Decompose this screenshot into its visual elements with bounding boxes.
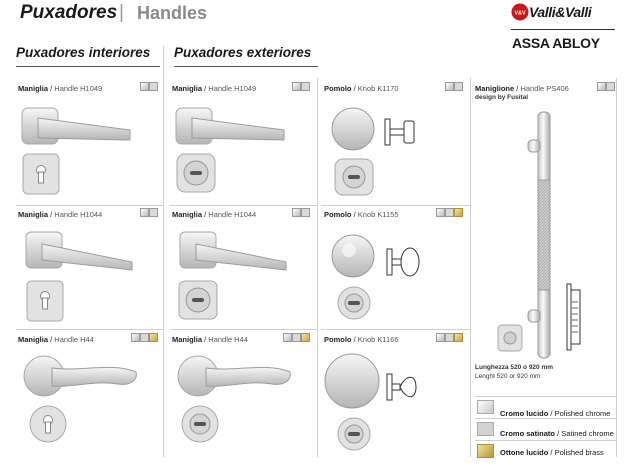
cylinder-escutcheon-icon: [334, 158, 374, 196]
product-caption: Pomolo / Knob K1170: [324, 84, 399, 93]
product-caption: Maniglia / Handle H44: [18, 335, 94, 344]
section-title-interior: Puxadores interiores: [16, 45, 151, 60]
product-caption: Maniglia / Handle H1049: [172, 84, 257, 93]
round-knob-icon: [324, 350, 380, 412]
knob-side-profile-icon: [384, 118, 416, 146]
row-divider: [170, 205, 318, 206]
finish-swatch-satin: [606, 82, 615, 91]
knob-side-profile-icon: [386, 246, 420, 278]
row-divider: [475, 396, 616, 397]
finish-swatch-chrome: [436, 208, 445, 217]
page-subtitle: Handles: [137, 3, 208, 23]
finish-swatch-satin: [292, 333, 301, 342]
finish-swatch-satin: [454, 82, 463, 91]
finish-swatch-satin: [301, 82, 310, 91]
section-underline-exterior: [174, 66, 318, 67]
finish-swatch-satin: [477, 422, 494, 436]
finish-swatch-satin: [301, 208, 310, 217]
finish-swatch-brass: [454, 333, 463, 342]
product-caption: Maniglia / Handle H44: [172, 335, 248, 344]
finish-legend-satin: Cromo satinato / Satined chrome: [500, 429, 614, 438]
row-divider: [16, 205, 164, 206]
column-divider: [163, 46, 164, 457]
finish-swatch-chrome: [283, 333, 292, 342]
page-title: Puxadores: [20, 2, 118, 23]
logo-mark-text: V&V: [514, 10, 526, 17]
product-caption: Pomolo / Knob K1155: [324, 210, 399, 219]
product-caption: Maniglia / Handle H1049: [18, 84, 103, 93]
finish-swatch-chrome: [292, 208, 301, 217]
curved-lever-handle-icon: [176, 352, 294, 400]
brand-logo-text: Valli&Valli: [529, 4, 592, 20]
product-caption: Maniglia / Handle H1044: [172, 210, 257, 219]
finish-swatch-satin: [149, 208, 158, 217]
mushroom-knob-icon: [330, 232, 376, 280]
pull-bar-handle-icon: [526, 110, 562, 360]
product-caption: Pomolo / Knob K1166: [324, 335, 399, 344]
finish-swatch-brass: [301, 333, 310, 342]
finish-swatch-brass: [149, 333, 158, 342]
row-divider: [475, 418, 616, 419]
keyhole-escutcheon-icon: [26, 280, 64, 322]
curved-lever-handle-icon: [22, 352, 140, 400]
column-divider: [317, 78, 318, 457]
keyhole-escutcheon-icon: [28, 404, 68, 444]
finish-swatch-chrome: [477, 400, 494, 414]
designer-credit: design by Fusital: [475, 94, 529, 101]
finish-swatch-chrome: [140, 208, 149, 217]
knob-side-profile-icon: [386, 372, 418, 402]
row-divider: [321, 205, 471, 206]
column-divider: [616, 78, 617, 457]
square-lever-handle-icon: [20, 104, 135, 149]
product-caption: Maniglione / Handle PS406: [475, 84, 569, 93]
finish-swatch-chrome: [436, 333, 445, 342]
finish-swatch-brass: [454, 208, 463, 217]
finish-legend-brass: Ottone lucido / Polished brass: [500, 448, 604, 457]
length-note-it: Lunghezza 520 o 920 mm: [475, 364, 554, 371]
square-lever-handle-icon: [178, 230, 293, 275]
brand-divider: [511, 29, 615, 30]
finish-swatch-brass: [477, 444, 494, 458]
row-divider: [321, 329, 471, 330]
finish-swatch-satin: [149, 82, 158, 91]
finish-swatch-chrome: [597, 82, 606, 91]
finish-swatch-chrome: [140, 82, 149, 91]
square-lever-handle-icon: [174, 104, 289, 149]
row-divider: [475, 440, 616, 441]
finish-swatch-chrome: [131, 333, 140, 342]
keyhole-escutcheon-icon: [22, 153, 60, 195]
company-name: ASSA ABLOY: [512, 35, 600, 51]
row-divider: [170, 329, 318, 330]
cylinder-escutcheon-icon: [178, 280, 218, 320]
pull-handle-side-profile-icon: [566, 282, 586, 352]
product-caption: Maniglia / Handle H1044: [18, 210, 103, 219]
length-note-en: Lenght 520 or 920 mm: [475, 373, 541, 380]
cylinder-escutcheon-icon: [176, 153, 216, 193]
finish-swatch-chrome: [292, 82, 301, 91]
pull-handle-rose-icon: [497, 324, 523, 352]
finish-swatch-satin: [445, 333, 454, 342]
valli-logo-icon: [511, 3, 529, 21]
finish-legend-chrome: Cromo lucido / Polished chrome: [500, 409, 611, 418]
section-underline-interior: [16, 66, 160, 67]
column-divider: [470, 78, 471, 457]
section-title-exterior: Puxadores exteriores: [174, 45, 312, 60]
title-separator: |: [119, 2, 124, 23]
finish-swatch-chrome: [445, 82, 454, 91]
round-knob-icon: [330, 104, 376, 154]
cylinder-escutcheon-icon: [180, 404, 220, 444]
square-lever-handle-icon: [24, 230, 139, 275]
row-divider: [16, 329, 164, 330]
cylinder-escutcheon-icon: [336, 286, 372, 320]
finish-swatch-satin: [140, 333, 149, 342]
finish-swatch-satin: [445, 208, 454, 217]
cylinder-escutcheon-icon: [336, 416, 372, 452]
